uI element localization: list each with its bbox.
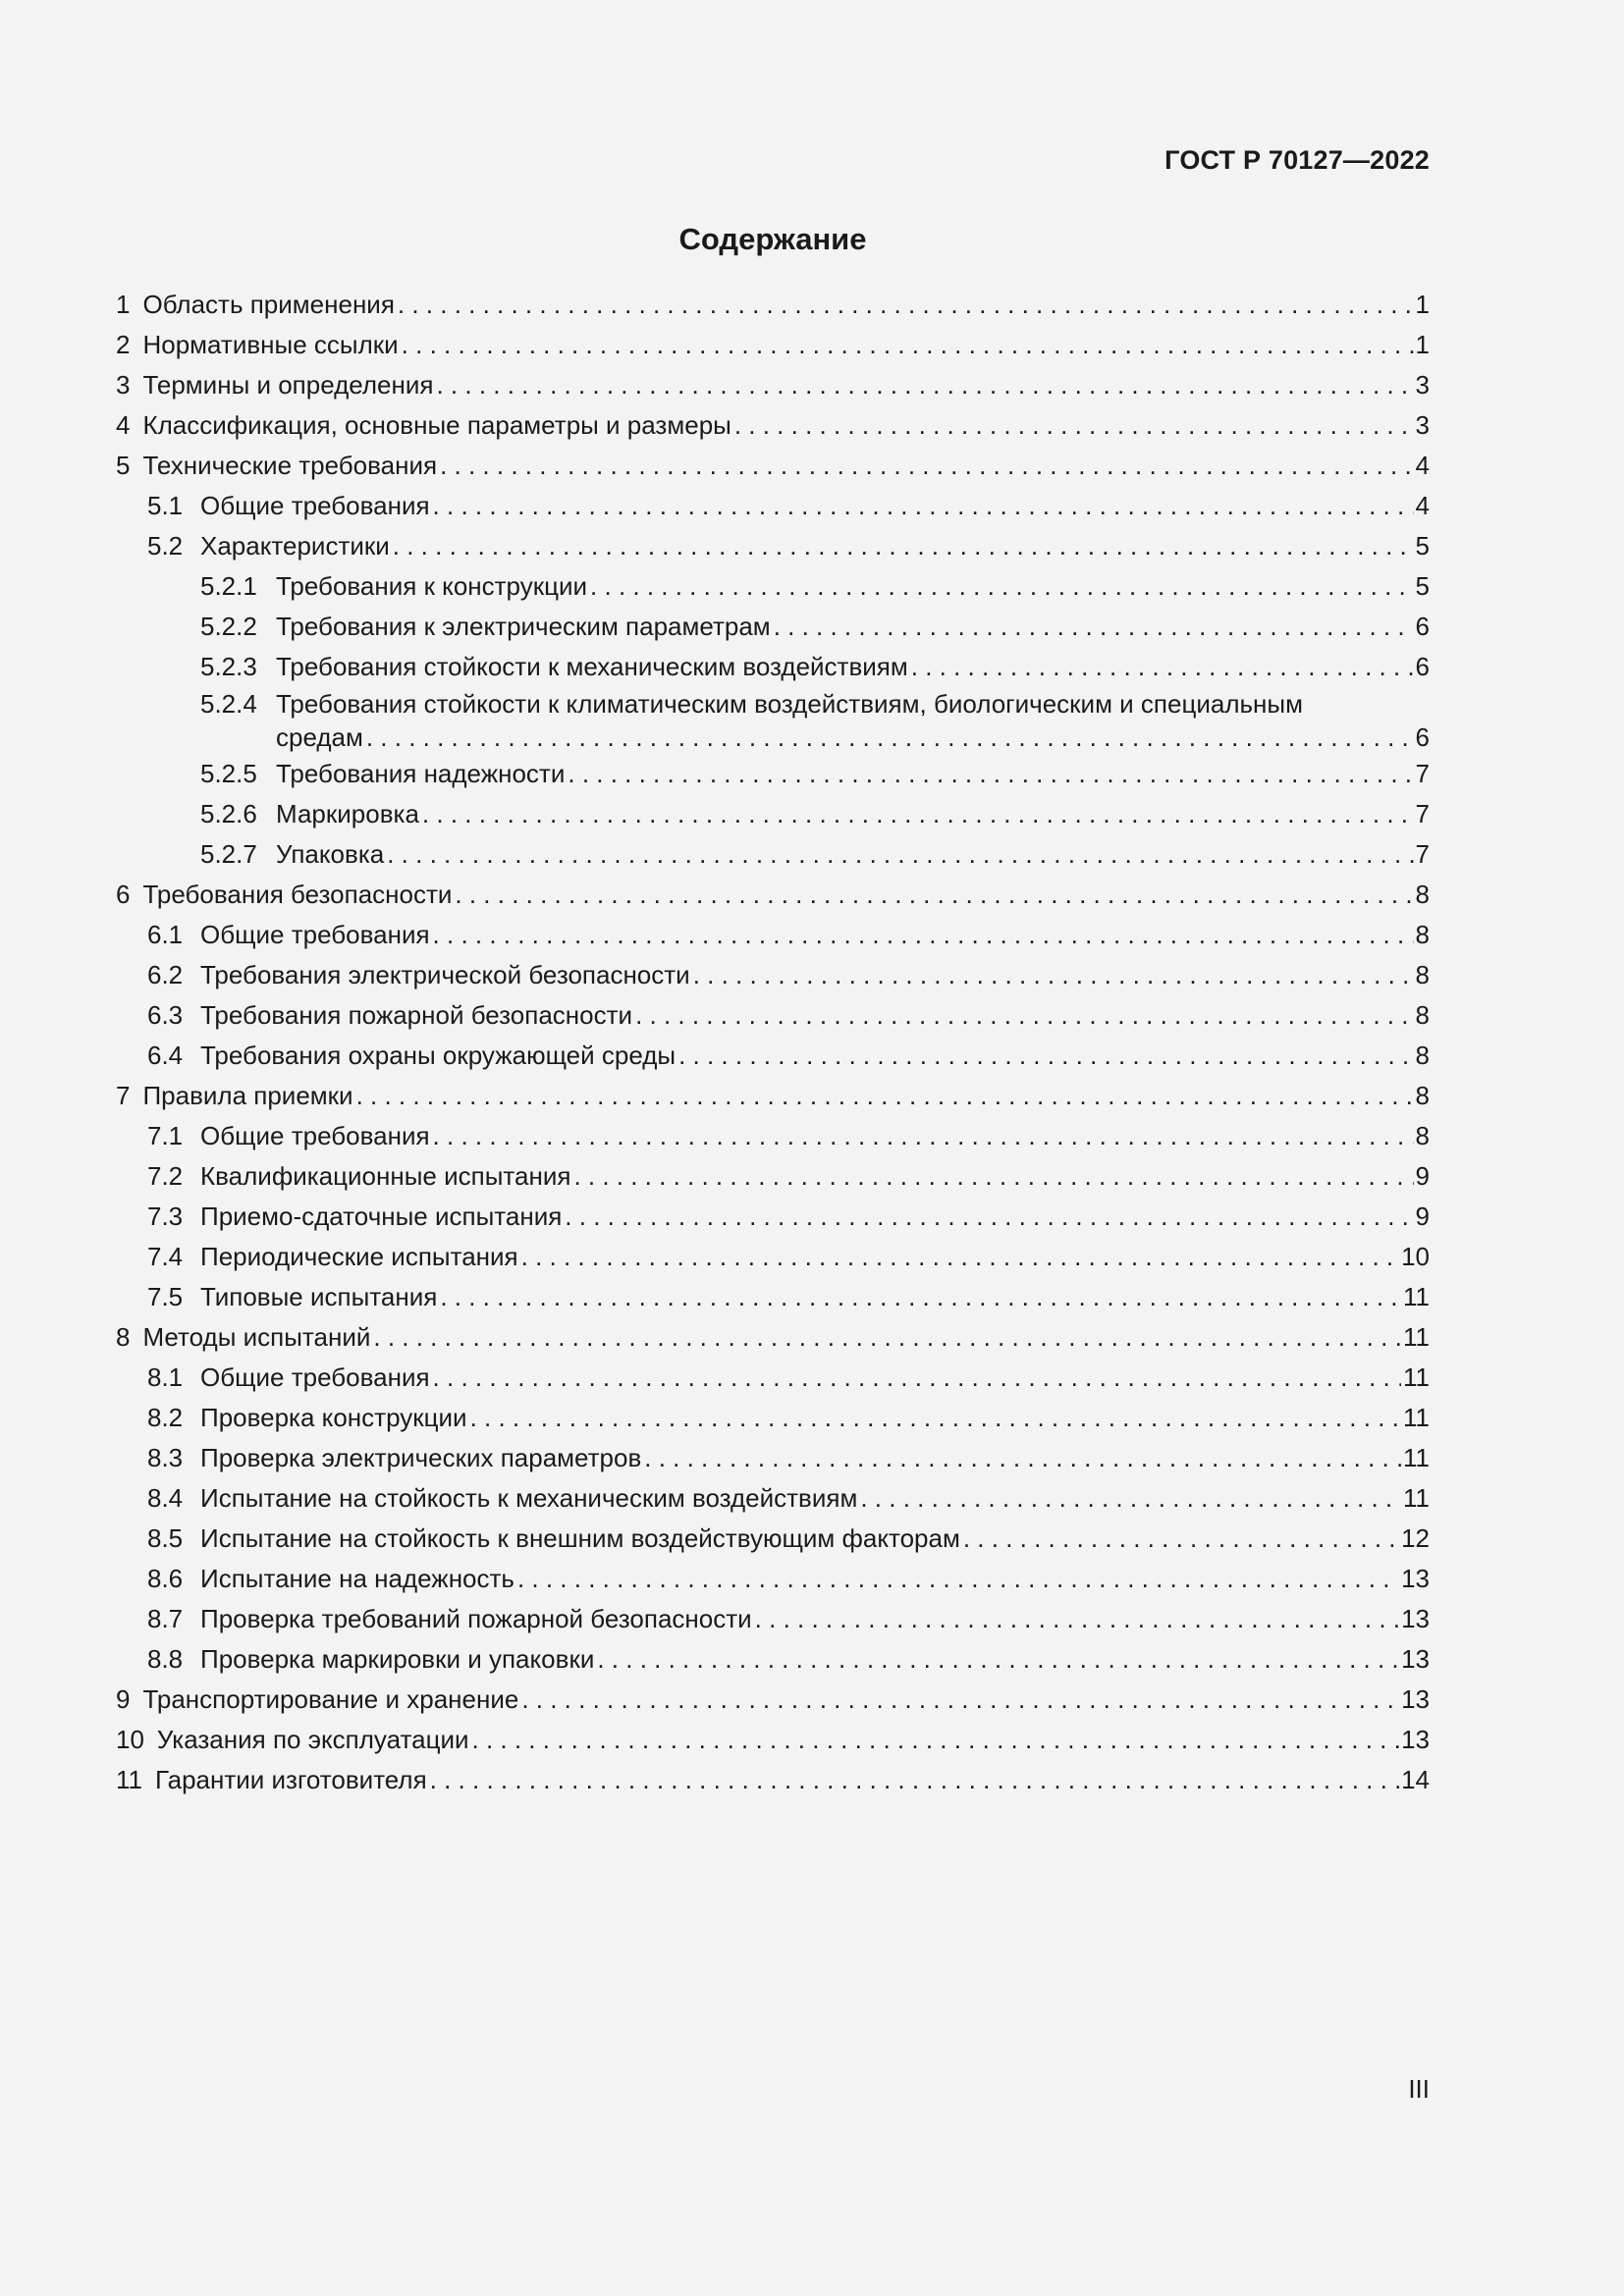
toc-entry-number: 5.2.5 bbox=[200, 759, 257, 788]
toc-entry-number: 7.3 bbox=[147, 1201, 184, 1231]
toc-entry[interactable] bbox=[116, 1197, 1430, 1237]
toc-dot-leader bbox=[734, 405, 1414, 446]
toc-dot-leader bbox=[755, 1599, 1399, 1639]
toc-entry-number: 8.3 bbox=[147, 1443, 184, 1472]
toc-dot-leader bbox=[963, 1519, 1399, 1559]
toc-entry-page: 6 bbox=[1415, 722, 1430, 752]
toc-entry[interactable] bbox=[116, 1277, 1430, 1317]
toc-entry-number: 10 bbox=[116, 1725, 144, 1754]
toc-entry-title: Гарантии изготовителя bbox=[155, 1765, 427, 1794]
toc-entry[interactable] bbox=[116, 1519, 1430, 1559]
toc-entry-page: 12 bbox=[1401, 1523, 1430, 1553]
toc-entry[interactable] bbox=[116, 1478, 1430, 1519]
toc-entry-page: 8 bbox=[1415, 1041, 1430, 1070]
toc-entry[interactable] bbox=[116, 647, 1430, 687]
toc-dot-leader bbox=[393, 526, 1414, 566]
toc-entry-page: 8 bbox=[1415, 1081, 1430, 1110]
toc-entry[interactable] bbox=[116, 526, 1430, 566]
toc-entry-page: 11 bbox=[1403, 1403, 1430, 1432]
toc-entry-title: Область применения bbox=[142, 290, 395, 319]
toc-entry-title: Периодические испытания bbox=[200, 1242, 518, 1271]
toc-entry-page: 13 bbox=[1401, 1725, 1430, 1754]
toc-entry-title: Требования пожарной безопасности bbox=[200, 1000, 633, 1030]
toc-dot-leader bbox=[398, 285, 1414, 325]
toc-dot-leader bbox=[433, 915, 1414, 955]
toc-entry[interactable] bbox=[116, 875, 1430, 915]
toc-entry-number: 4 bbox=[116, 410, 131, 440]
toc-entry[interactable] bbox=[116, 1156, 1430, 1197]
toc-entry-title: Проверка конструкции bbox=[200, 1403, 467, 1432]
toc-entry-number: 5 bbox=[116, 451, 131, 480]
toc-entry-title: Требования стойкости к механическим воздействиям bbox=[276, 652, 908, 681]
toc-dot-leader bbox=[373, 1317, 1401, 1358]
toc-dot-leader bbox=[644, 1438, 1401, 1478]
toc-entry[interactable] bbox=[116, 1036, 1430, 1076]
toc-entry-number: 1 bbox=[116, 290, 131, 319]
toc-entry-page: 8 bbox=[1415, 920, 1430, 949]
toc-entry[interactable] bbox=[116, 285, 1430, 325]
toc-entry-title: Транспортирование и хранение bbox=[142, 1684, 519, 1714]
toc-entry-number: 8.8 bbox=[147, 1644, 184, 1674]
toc-dot-leader bbox=[356, 1076, 1414, 1116]
toc-entry-title: Методы испытаний bbox=[142, 1322, 371, 1352]
toc-entry[interactable] bbox=[116, 1237, 1430, 1277]
toc-entry-number: 7 bbox=[116, 1081, 131, 1110]
toc-entry-number: 8.1 bbox=[147, 1362, 184, 1392]
toc-entry-page: 6 bbox=[1415, 612, 1430, 641]
toc-entry-page: 13 bbox=[1401, 1604, 1430, 1633]
toc-dot-leader bbox=[521, 1680, 1399, 1720]
toc-entry[interactable] bbox=[116, 754, 1430, 794]
toc-entry-page: 5 bbox=[1415, 531, 1430, 561]
toc-entry-title: Требования электрической безопасности bbox=[200, 960, 690, 989]
toc-entry-number: 9 bbox=[116, 1684, 131, 1714]
toc-entry-title: Требования безопасности bbox=[142, 880, 453, 909]
toc-entry-number: 7.4 bbox=[147, 1242, 184, 1271]
toc-entry[interactable] bbox=[116, 834, 1430, 875]
toc-dot-leader bbox=[568, 754, 1413, 794]
toc-entry-number: 5.2.6 bbox=[200, 799, 257, 828]
toc-entry-number: 8.7 bbox=[147, 1604, 184, 1633]
toc-entry-page: 7 bbox=[1415, 799, 1430, 828]
toc-entry-number: 8.2 bbox=[147, 1403, 184, 1432]
toc-entry[interactable] bbox=[116, 607, 1430, 647]
toc-entry-title: Проверка требований пожарной безопасности bbox=[200, 1604, 752, 1633]
toc-entry[interactable] bbox=[116, 915, 1430, 955]
toc-entry-page: 1 bbox=[1415, 290, 1430, 319]
toc-entry-number: 6.4 bbox=[147, 1041, 184, 1070]
toc-entry-number: 2 bbox=[116, 330, 131, 359]
toc-entry-number: 7.2 bbox=[147, 1161, 184, 1191]
toc-dot-leader bbox=[433, 1116, 1414, 1156]
toc-entry-title: Испытание на надежность bbox=[200, 1564, 514, 1593]
toc-dot-leader bbox=[436, 365, 1413, 405]
toc-entry[interactable] bbox=[116, 566, 1430, 607]
toc-entry-page: 13 bbox=[1401, 1684, 1430, 1714]
toc-entry[interactable] bbox=[116, 1599, 1430, 1639]
toc-entry-title: Приемо-сдаточные испытания bbox=[200, 1201, 563, 1231]
toc-entry-page: 13 bbox=[1401, 1564, 1430, 1593]
toc-entry[interactable] bbox=[116, 405, 1430, 446]
toc-entry-title: Проверка электрических параметров bbox=[200, 1443, 642, 1472]
toc-entry-page: 8 bbox=[1415, 1000, 1430, 1030]
toc-entry-page: 13 bbox=[1401, 1644, 1430, 1674]
toc-entry-page: 8 bbox=[1415, 1121, 1430, 1150]
toc-dot-leader bbox=[590, 566, 1413, 607]
toc-dot-leader bbox=[597, 1639, 1399, 1680]
toc-entry-page: 3 bbox=[1415, 370, 1430, 400]
toc-entry-page: 1 bbox=[1415, 330, 1430, 359]
toc-entry-title: Маркировка bbox=[276, 799, 419, 828]
toc-entry[interactable] bbox=[116, 995, 1430, 1036]
toc-entry-page: 7 bbox=[1415, 839, 1430, 869]
toc-entry-title: Общие требования bbox=[200, 1121, 430, 1150]
toc-dot-leader bbox=[422, 794, 1414, 834]
toc-entry-title: Общие требования bbox=[200, 920, 430, 949]
toc-entry-title: Квалификационные испытания bbox=[200, 1161, 571, 1191]
toc-entry-number: 8.4 bbox=[147, 1483, 184, 1513]
toc-entry[interactable] bbox=[116, 365, 1430, 405]
toc-entry-page: 11 bbox=[1403, 1483, 1430, 1513]
toc-entry-title: Требования надежности bbox=[276, 759, 566, 788]
toc-dot-leader bbox=[430, 1760, 1399, 1800]
toc-entry-page: 5 bbox=[1415, 571, 1430, 601]
toc-entry-page: 9 bbox=[1415, 1201, 1430, 1231]
toc-entry-page: 7 bbox=[1415, 759, 1430, 788]
toc-entry-title-continued: средам bbox=[276, 722, 363, 752]
toc-entry-number: 5.2.7 bbox=[200, 839, 257, 869]
toc-entry-page: 11 bbox=[1403, 1282, 1430, 1311]
toc-entry-page: 3 bbox=[1415, 410, 1430, 440]
toc-dot-leader bbox=[402, 325, 1414, 365]
toc-entry-number: 6.1 bbox=[147, 920, 184, 949]
toc-entry[interactable] bbox=[116, 325, 1430, 365]
toc-dot-leader bbox=[472, 1720, 1400, 1760]
toc-entry-page: 11 bbox=[1403, 1322, 1430, 1352]
document-code-header: ГОСТ Р 70127—2022 bbox=[1164, 145, 1430, 175]
toc-entry-page: 4 bbox=[1415, 451, 1430, 480]
toc-dot-leader bbox=[678, 1036, 1413, 1076]
toc-entry[interactable] bbox=[116, 1760, 1430, 1800]
toc-dot-leader bbox=[911, 647, 1414, 687]
page-number: III bbox=[1408, 2074, 1430, 2104]
toc-entry-number: 5.2.4 bbox=[200, 689, 257, 719]
toc-entry-number: 11 bbox=[116, 1765, 142, 1794]
toc-dot-leader bbox=[366, 721, 1414, 754]
toc-entry[interactable] bbox=[116, 1720, 1430, 1760]
toc-entry-number: 8.6 bbox=[147, 1564, 184, 1593]
toc-entry-page: 11 bbox=[1403, 1362, 1430, 1392]
toc-dot-leader bbox=[440, 446, 1413, 486]
toc-entry[interactable] bbox=[116, 1358, 1430, 1398]
toc-dot-leader bbox=[455, 875, 1413, 915]
toc-entry-title: Общие требования bbox=[200, 1362, 430, 1392]
toc-entry[interactable] bbox=[116, 1317, 1430, 1358]
toc-entry-title: Требования к конструкции bbox=[276, 571, 588, 601]
toc-entry[interactable] bbox=[116, 1559, 1430, 1599]
toc-entry-number: 5.2 bbox=[147, 531, 184, 561]
toc-entry[interactable] bbox=[116, 1076, 1430, 1116]
toc-entry-title: Испытание на стойкость к внешним воздействующим факторам bbox=[200, 1523, 960, 1553]
toc-dot-leader bbox=[635, 995, 1413, 1036]
toc-entry-title: Требования к электрическим параметрам bbox=[276, 612, 771, 641]
toc-entry-page: 8 bbox=[1415, 880, 1430, 909]
toc-entry-page: 11 bbox=[1403, 1443, 1430, 1472]
toc-entry[interactable] bbox=[116, 794, 1430, 834]
toc-entry-page: 8 bbox=[1415, 960, 1430, 989]
toc-entry[interactable] bbox=[116, 955, 1430, 995]
toc-entry-title: Технические требования bbox=[142, 451, 438, 480]
toc-entry-title: Характеристики bbox=[200, 531, 390, 561]
toc-entry-number: 7.5 bbox=[147, 1282, 184, 1311]
toc-entry[interactable] bbox=[116, 1116, 1430, 1156]
toc-dot-leader bbox=[774, 607, 1414, 647]
toc-entry-title: Нормативные ссылки bbox=[142, 330, 399, 359]
toc-dot-leader bbox=[440, 1277, 1401, 1317]
toc-entry-title: Правила приемки bbox=[142, 1081, 353, 1110]
toc-entry-number: 8.5 bbox=[147, 1523, 184, 1553]
toc-dot-leader bbox=[565, 1197, 1413, 1237]
toc-entry[interactable] bbox=[116, 1680, 1430, 1720]
toc-entry-number: 6.2 bbox=[147, 960, 184, 989]
toc-entry-title: Требования охраны окружающей среды bbox=[200, 1041, 677, 1070]
toc-entry-page: 9 bbox=[1415, 1161, 1430, 1191]
table-of-contents bbox=[116, 285, 1430, 1800]
toc-entry-title: Типовые испытания bbox=[200, 1282, 438, 1311]
toc-entry-page: 14 bbox=[1401, 1765, 1430, 1794]
toc-dot-leader bbox=[693, 955, 1414, 995]
toc-entry-number: 5.2.1 bbox=[200, 571, 257, 601]
toc-entry-title: Упаковка bbox=[276, 839, 385, 869]
toc-dot-leader bbox=[387, 834, 1413, 875]
toc-entry-number: 6 bbox=[116, 880, 131, 909]
toc-dot-leader bbox=[517, 1559, 1399, 1599]
toc-entry[interactable] bbox=[116, 1639, 1430, 1680]
toc-entry[interactable] bbox=[116, 1398, 1430, 1438]
toc-dot-leader bbox=[860, 1478, 1401, 1519]
toc-entry-page: 4 bbox=[1415, 491, 1430, 520]
toc-entry-page: 10 bbox=[1401, 1242, 1430, 1271]
toc-entry-number: 5.1 bbox=[147, 491, 184, 520]
toc-entry-title: Классификация, основные параметры и размеры bbox=[142, 410, 731, 440]
toc-entry-number: 7.1 bbox=[147, 1121, 184, 1150]
toc-entry-title: Испытание на стойкость к механическим воздействиям bbox=[200, 1483, 858, 1513]
toc-dot-leader bbox=[521, 1237, 1399, 1277]
toc-dot-leader bbox=[433, 486, 1414, 526]
toc-entry-number: 3 bbox=[116, 370, 131, 400]
toc-entry-number: 5.2.2 bbox=[200, 612, 257, 641]
toc-entry-number: 5.2.3 bbox=[200, 652, 257, 681]
toc-entry-title: Термины и определения bbox=[142, 370, 434, 400]
toc-entry-title: Проверка маркировки и упаковки bbox=[200, 1644, 595, 1674]
toc-entry-title: Указания по эксплуатации bbox=[156, 1725, 469, 1754]
toc-entry-title: Общие требования bbox=[200, 491, 430, 520]
toc-dot-leader bbox=[433, 1358, 1401, 1398]
toc-entry[interactable] bbox=[116, 687, 1430, 754]
toc-entry-number: 8 bbox=[116, 1322, 131, 1352]
toc-dot-leader bbox=[573, 1156, 1413, 1197]
toc-entry[interactable] bbox=[116, 486, 1430, 526]
toc-entry[interactable] bbox=[116, 1438, 1430, 1478]
toc-entry[interactable] bbox=[116, 446, 1430, 486]
toc-entry-number: 6.3 bbox=[147, 1000, 184, 1030]
toc-dot-leader bbox=[470, 1398, 1401, 1438]
toc-entry-page: 6 bbox=[1415, 652, 1430, 681]
toc-title: Содержание bbox=[678, 222, 867, 256]
toc-entry-title: Требования стойкости к климатическим воздействиям, биологическим и специальным bbox=[276, 689, 1303, 719]
